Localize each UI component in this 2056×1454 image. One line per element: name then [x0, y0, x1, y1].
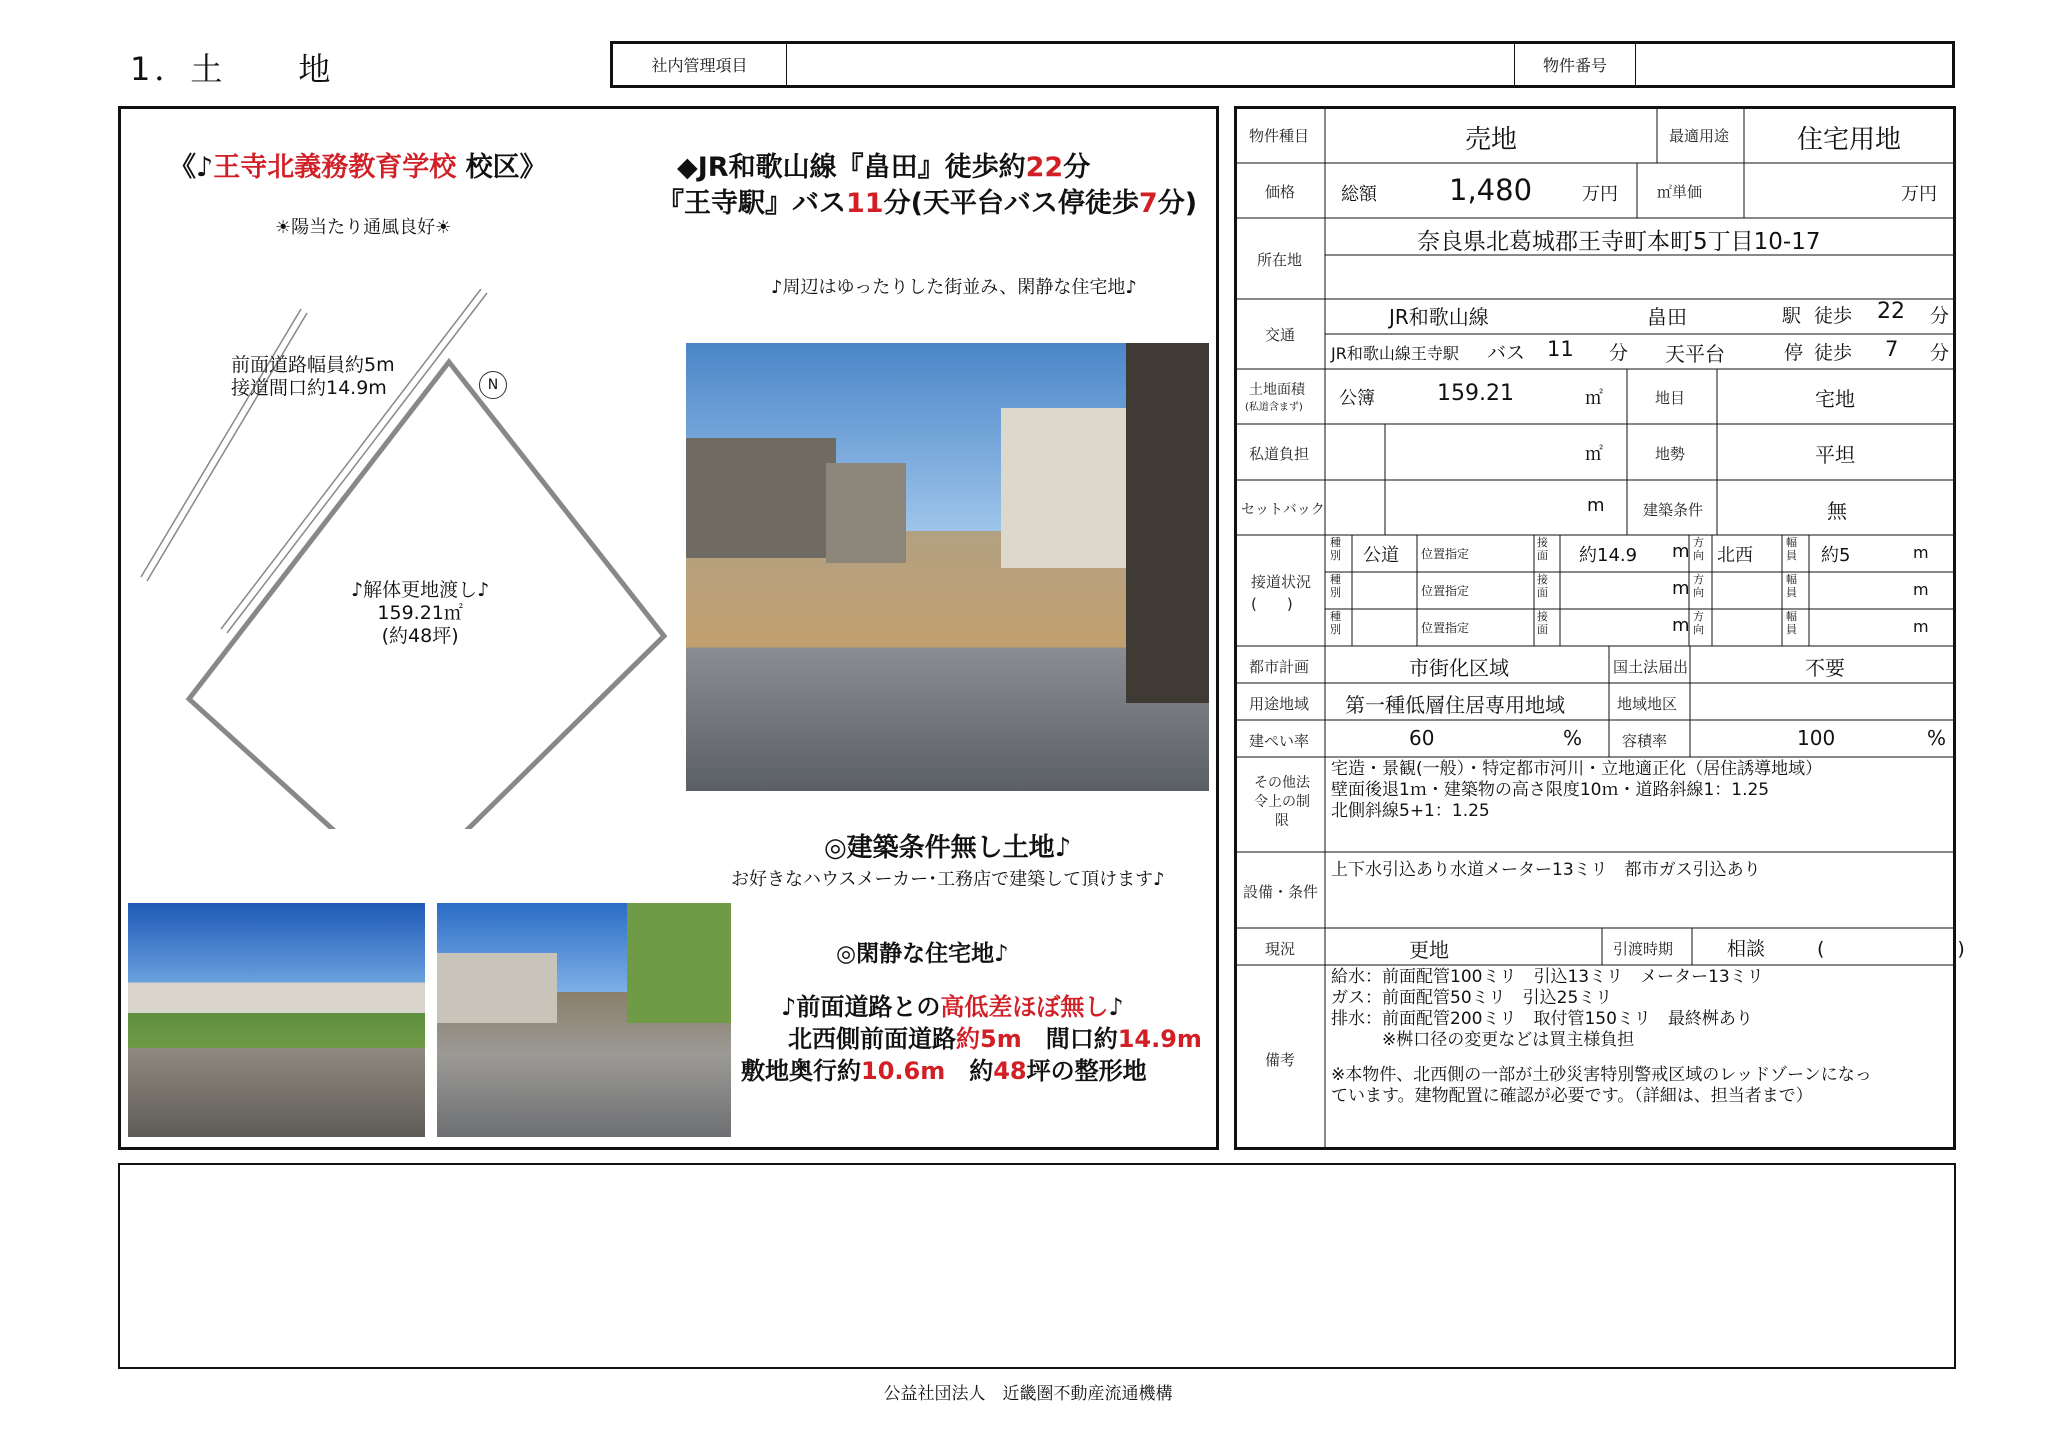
t2-walk: 徒歩 [1814, 342, 1853, 364]
handover-label: 引渡時期 [1613, 940, 1674, 958]
price-unit: 万円 [1582, 184, 1618, 205]
t1-fun: 分 [1930, 305, 1950, 327]
t1-min: 22 [1877, 299, 1905, 324]
handover-value: 相談 [1727, 938, 1766, 960]
notes-box [118, 1163, 1956, 1369]
school-district: 《♪王寺北義務教育学校 校区》 [169, 152, 547, 183]
property-no-label: 物件番号 [1515, 44, 1636, 85]
remark-spacer [1331, 1051, 1872, 1065]
road-shubetsu: 種別 [1330, 573, 1341, 599]
far-label: 容積率 [1622, 732, 1668, 750]
bcr-pct: % [1563, 726, 1583, 750]
page-title: 1．土 地 [130, 50, 335, 88]
road-m1: m [1672, 578, 1690, 599]
parcel-label [351, 579, 489, 648]
parcel-diagram [121, 289, 681, 829]
chisei-value: 平坦 [1815, 443, 1855, 467]
kokudo-label: 国土法届出 [1613, 658, 1689, 676]
zoning-label: 用途地域 [1249, 695, 1310, 713]
far-value: 100 [1797, 726, 1836, 750]
height-difference: ♪前面道路との高低差ほぼ無し♪ [781, 993, 1124, 1021]
lot-depth: 敷地奥行約10.6m 約48坪の整形地 [741, 1057, 1147, 1085]
road-houi: 方向 [1693, 610, 1704, 636]
remarks-label: 備考 [1265, 1051, 1296, 1069]
road-houi: 方向 [1693, 536, 1704, 562]
north-arrow-icon: N [479, 371, 507, 399]
t1-walk: 徒歩 [1814, 305, 1853, 327]
lot-photo-left [128, 903, 425, 1137]
per-m2-unit: 万円 [1901, 184, 1937, 205]
chisei-label: 地勢 [1655, 445, 1686, 463]
bcr-value: 60 [1409, 726, 1435, 750]
road-houi: 方向 [1693, 573, 1704, 599]
t2-fun1: 分 [1609, 342, 1629, 364]
road-setsu: 接面 [1537, 573, 1548, 599]
road-info [231, 354, 395, 400]
area-label: 土地面積 [1249, 382, 1305, 398]
road-type: 公道 [1363, 545, 1399, 566]
road-m1: m [1672, 615, 1690, 636]
kind-label: 物件種目 [1249, 127, 1310, 145]
road-fuku: 幅員 [1786, 536, 1797, 562]
transport-label: 交通 [1265, 326, 1296, 344]
road-direction: 北西 [1717, 545, 1753, 566]
t1-line: JR和歌山線 [1389, 305, 1489, 329]
lot-photo-main [686, 343, 1209, 791]
area-unit: ㎡ [1585, 388, 1603, 409]
koubo: 公簿 [1339, 388, 1375, 409]
remark-line: ガス：前面配管50ミリ 引込25ミリ [1331, 988, 1613, 1008]
road-ichi: 位置指定 [1421, 547, 1470, 561]
private-road-label: 私道負担 [1249, 445, 1310, 463]
t1-eki: 駅 [1782, 305, 1802, 327]
handover-paren: ( ) [1817, 938, 1965, 960]
road-length: 約14.9 [1579, 545, 1638, 566]
road-status-label: 接道状況 [1251, 573, 1312, 591]
spec-table [1234, 106, 1965, 1150]
area-sub: (私道含まず) [1245, 402, 1303, 413]
bcr-label: 建ぺい率 [1249, 732, 1310, 750]
road-m2: m [1913, 580, 1929, 599]
remark-line: 排水：前面配管200ミリ 取付管150ミリ 最終桝あり [1331, 1009, 1753, 1029]
neighborhood-note: ♪周辺はゆったりした街並み、閑静な住宅地♪ [771, 277, 1137, 298]
quiet-residential: ◎閑静な住宅地♪ [836, 941, 1009, 967]
facility-label: 設備・条件 [1243, 883, 1319, 901]
front-road: 北西側前面道路約5m 間口約14.9m [788, 1025, 1202, 1053]
other-label: その他法令上の制限 [1254, 775, 1310, 829]
no-conditions-title: ◎建築条件無し土地♪ [824, 833, 1072, 863]
road-row-2 [1325, 572, 1953, 609]
road-setsu: 接面 [1537, 610, 1548, 636]
setback-label: セットバック [1241, 502, 1325, 518]
total-label: 総額 [1341, 184, 1377, 205]
access-line-2: 『王寺駅』バス11分(天平台バス停徒歩7分) [657, 188, 1198, 219]
access-line-1: ◆JR和歌山線『畠田』徒歩約22分 [677, 152, 1091, 183]
status-value: 更地 [1409, 938, 1449, 962]
mgmt-value [787, 44, 1515, 85]
zoning-value: 第一種低層住居専用地域 [1345, 693, 1565, 717]
parcel-label-1: ♪解体更地渡し♪ [351, 579, 490, 601]
status-label: 現況 [1265, 940, 1296, 958]
road-width-value: 約5 [1821, 545, 1851, 566]
road-row-3 [1325, 609, 1953, 646]
price-value: 1,480 [1449, 173, 1533, 207]
road-ichi: 位置指定 [1421, 621, 1470, 635]
use-label: 最適用途 [1669, 127, 1730, 145]
location-label: 所在地 [1257, 251, 1303, 269]
t2-bus-min: 11 [1547, 337, 1574, 361]
parcel-area: 159.21㎡ [377, 602, 463, 624]
road-shubetsu: 種別 [1330, 536, 1341, 562]
per-m2-label: ㎡単価 [1657, 183, 1703, 201]
kokudo-value: 不要 [1805, 656, 1845, 680]
remark-line: ※桝口径の変更などは買主様負担 [1331, 1030, 1635, 1050]
remark-line: ています。建物配置に確認が必要です。（詳細は、担当者まで） [1331, 1086, 1813, 1106]
property-no-value [1636, 44, 1952, 85]
road-status-sub: ( ) [1251, 595, 1293, 613]
other-line: 宅造・景観(一般）・特定都市河川・立地適正化（居住誘導地域） [1331, 759, 1823, 779]
mgmt-label: 社内管理項目 [613, 44, 787, 85]
area-value: 159.21 [1437, 381, 1514, 406]
remarks-lines [1331, 967, 1872, 1107]
other-line: 北側斜線5+1：1.25 [1331, 801, 1490, 821]
build-cond-label: 建築条件 [1643, 501, 1704, 519]
t2-stop: 天平台 [1665, 342, 1725, 366]
t2-bus: バス [1487, 342, 1526, 364]
flyer-panel [118, 106, 1219, 1150]
kind-value: 売地 [1465, 125, 1518, 155]
parcel-tsubo: (約48坪) [381, 625, 459, 647]
t2-tei: 停 [1784, 342, 1804, 364]
remark-line: 給水：前面配管100ミリ 引込13ミリ メーター13ミリ [1331, 967, 1764, 987]
road-width: 前面道路幅員約5m [231, 354, 395, 376]
private-road-unit: ㎡ [1585, 444, 1603, 465]
facility-value: 上下水引込あり水道メーター13ミリ 都市ガス引込あり [1331, 860, 1761, 880]
t1-station: 畠田 [1647, 305, 1687, 329]
t2-fun2: 分 [1930, 342, 1950, 364]
sunlight-note: ☀陽当たり通風良好☀ [275, 217, 452, 238]
location-value: 奈良県北葛城郡王寺町本町5丁目10-17 [1417, 229, 1821, 255]
other-lines [1331, 759, 1822, 822]
setback-unit: m [1587, 495, 1605, 516]
road-ichi: 位置指定 [1421, 584, 1470, 598]
road-rows [1325, 535, 1953, 646]
chimoku-label: 地目 [1655, 389, 1686, 407]
frontage: 接道間口約14.9m [231, 377, 387, 399]
other-line: 壁面後退1ｍ・建築物の高さ限度10ｍ・道路斜線1：1.25 [1331, 780, 1770, 800]
road-m2: m [1913, 543, 1929, 562]
road-setsu: 接面 [1537, 536, 1548, 562]
road-m1: m [1672, 541, 1690, 562]
road-fuku: 幅員 [1786, 573, 1797, 599]
management-header [610, 41, 1955, 88]
price-label: 価格 [1265, 183, 1296, 201]
road-row-1 [1325, 535, 1953, 572]
city-plan-label: 都市計画 [1249, 658, 1310, 676]
use-value: 住宅用地 [1797, 125, 1902, 155]
city-plan-value: 市街化区域 [1409, 656, 1509, 680]
road-shubetsu: 種別 [1330, 610, 1341, 636]
t2-line: JR和歌山線王寺駅 [1331, 344, 1459, 363]
far-pct: % [1927, 726, 1947, 750]
road-m2: m [1913, 617, 1929, 636]
road-fuku: 幅員 [1786, 610, 1797, 636]
district-label: 地域地区 [1617, 695, 1678, 713]
no-conditions-sub: お好きなハウスメーカー･工務店で建築して頂けます♪ [731, 869, 1165, 890]
build-cond-value: 無 [1827, 499, 1847, 523]
footer: 公益社団法人 近畿圏不動産流通機構 [883, 1384, 1173, 1404]
lot-photo-center [437, 903, 731, 1137]
remark-line: ※本物件、北西側の一部が土砂災害特別警戒区域のレッドゾーンになっ [1331, 1065, 1872, 1085]
t2-min: 7 [1885, 337, 1899, 361]
chimoku-value: 宅地 [1815, 387, 1855, 411]
